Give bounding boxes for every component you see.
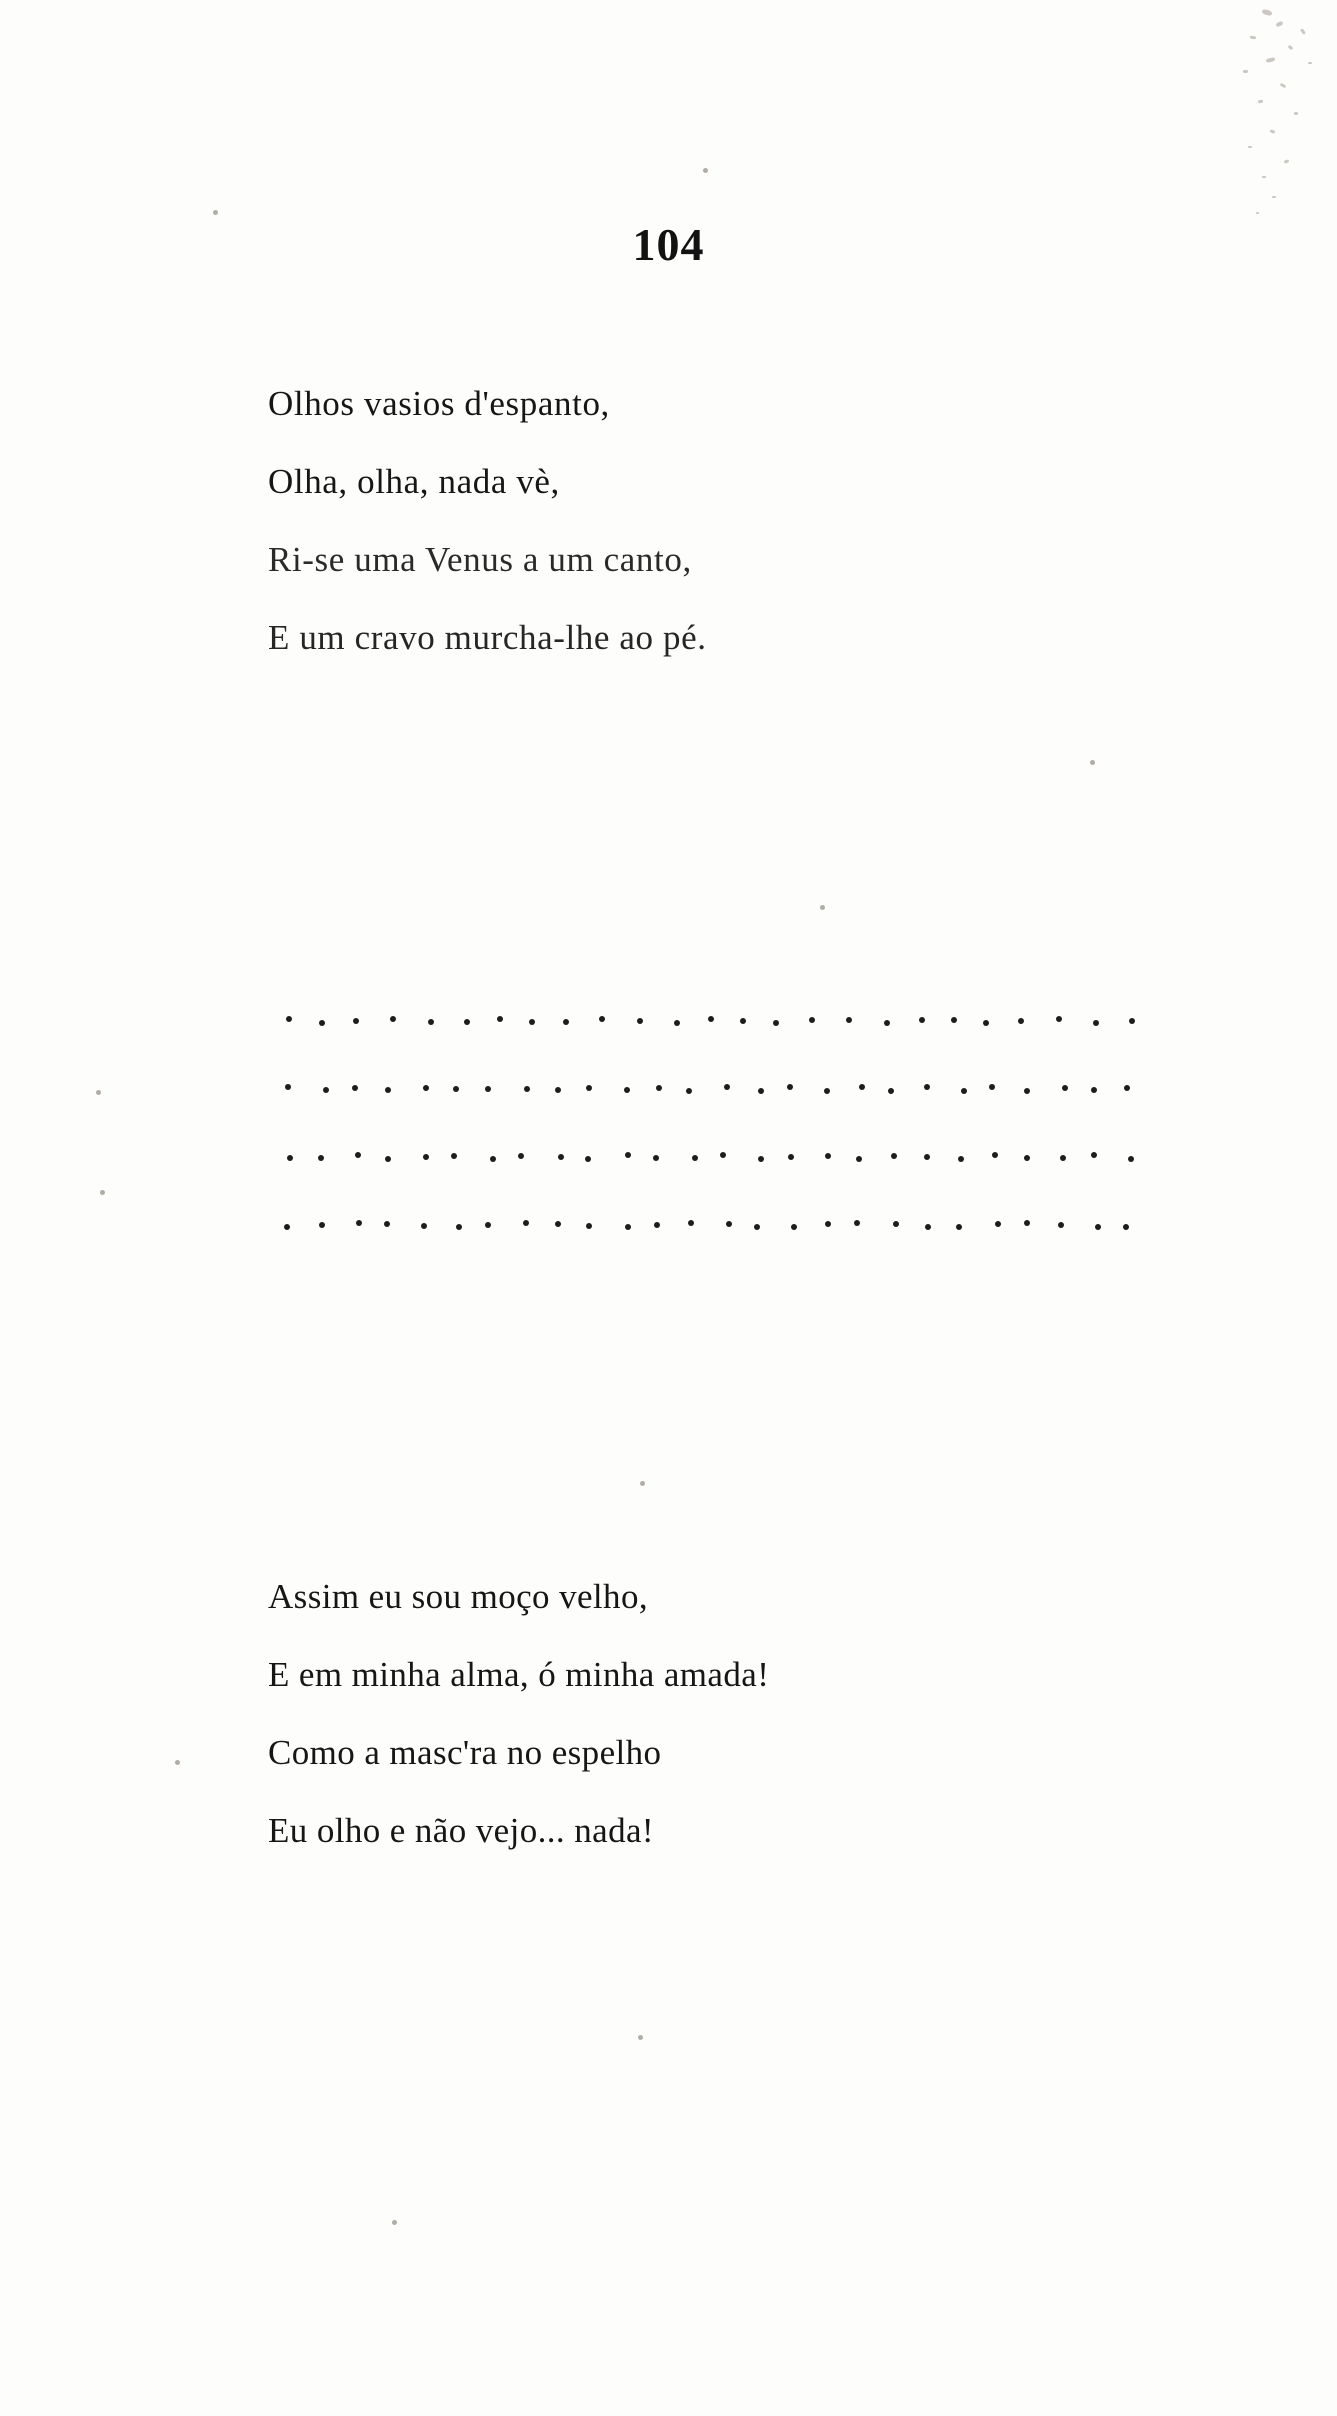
ellipsis-dot [888,1088,894,1094]
ellipsis-dot [787,1084,793,1090]
verse-line: Eu olho e não vejo... nada! [268,1811,654,1850]
ellipsis-dot [453,1086,459,1092]
ellipsis-dot [585,1156,591,1162]
ellipsis-dot [529,1019,535,1025]
ellipsis-dot [893,1221,899,1227]
ellipsis-dot [995,1221,1001,1227]
ellipsis-dot [353,1018,359,1024]
ellipsis-dot [421,1223,427,1229]
ellipsis-dot [625,1224,631,1230]
ellipsis-row [286,1068,1166,1136]
scan-speckle [1258,100,1263,104]
ellipsis-dot [809,1017,815,1023]
ellipsis-dot [1024,1155,1030,1161]
ellipsis-dot [846,1017,852,1023]
scan-speckle [1272,196,1276,198]
ellipsis-dot [720,1152,726,1158]
scan-dust [640,1481,645,1486]
verse-line: E um cravo murcha-lhe ao pé. [268,618,707,657]
scan-dust [392,2220,397,2225]
ellipsis-dot [1124,1085,1130,1091]
ellipsis-dot [856,1156,862,1162]
ellipsis-dot [824,1088,830,1094]
ellipsis-dot [586,1223,592,1229]
ellipsis-dot [724,1084,730,1090]
scan-dust [213,210,218,215]
ellipsis-dot [773,1020,779,1026]
ellipsis-dot [285,1084,291,1090]
ellipsis-dot [284,1224,290,1230]
scan-speckle [1275,21,1283,28]
ellipsis-dot [788,1154,794,1160]
ellipsis-dot [624,1087,630,1093]
ellipsis-dot [924,1154,930,1160]
ellipsis-dot [989,1084,995,1090]
ellipsis-dot [318,1155,324,1161]
ellipsis-dot [625,1152,631,1158]
ellipsis-dot [1060,1155,1066,1161]
page-number: 104 [632,219,705,270]
ellipsis-dot [423,1085,429,1091]
ellipsis-dot [825,1221,831,1227]
ellipsis-dot [319,1222,325,1228]
ellipsis-dot [355,1152,361,1158]
scan-speckle [1256,212,1259,214]
scan-dust [820,905,825,910]
scan-dust [100,1190,105,1195]
scan-speckle [1294,112,1298,115]
ellipsis-dot [555,1087,561,1093]
ellipsis-dot [1056,1016,1062,1022]
scan-speckle [1308,62,1312,64]
ellipsis-dot [726,1221,732,1227]
ellipsis-dot [656,1085,662,1091]
ellipsis-dot [286,1016,292,1022]
ellipsis-separator [286,1000,1166,1272]
ellipsis-dot [1129,1018,1135,1024]
ellipsis-dot [497,1016,503,1022]
ellipsis-dot [599,1016,605,1022]
ellipsis-dot [686,1088,692,1094]
scan-speckle [1243,70,1248,73]
ellipsis-dot [825,1153,831,1159]
verse-line: Ri-se uma Venus a um canto, [268,540,692,579]
ellipsis-dot [518,1153,524,1159]
ellipsis-dot [961,1088,967,1094]
stanza-second [268,1558,769,1870]
ellipsis-dot [555,1221,561,1227]
scan-speckle [1248,146,1252,148]
ellipsis-dot [563,1019,569,1025]
ellipsis-dot [1024,1220,1030,1226]
ellipsis-dot [524,1086,530,1092]
ellipsis-dot [423,1154,429,1160]
ellipsis-dot [428,1019,434,1025]
scan-dust [638,2035,643,2040]
scan-dust [1090,760,1095,765]
ellipsis-row [286,1136,1166,1204]
ellipsis-dot [919,1017,925,1023]
ellipsis-dot [924,1084,930,1090]
scan-speckle [1284,159,1290,164]
scan-speckle [1288,45,1294,51]
scan-speckle [1250,36,1256,40]
ellipsis-dot [319,1020,325,1026]
ellipsis-dot [1018,1018,1024,1024]
ellipsis-row [286,1204,1166,1272]
ellipsis-row [286,1000,1166,1068]
ellipsis-dot [390,1016,396,1022]
scan-speckle [1266,57,1276,63]
verse-line: Como a masc'ra no espelho [268,1733,662,1772]
ellipsis-dot [485,1222,491,1228]
scan-speckle [1262,176,1266,178]
ellipsis-dot [523,1220,529,1226]
ellipsis-dot [859,1084,865,1090]
ellipsis-dot [485,1086,491,1092]
ellipsis-dot [384,1221,390,1227]
ellipsis-dot [654,1222,660,1228]
ellipsis-dot [758,1088,764,1094]
verse-line: Assim eu sou moço velho, [268,1577,648,1616]
verse-line: Olha, olha, nada vè, [268,462,560,501]
ellipsis-dot [451,1153,457,1159]
verse-line: Olhos vasios d'espanto, [268,384,610,423]
ellipsis-dot [1024,1088,1030,1094]
ellipsis-dot [983,1020,989,1026]
ellipsis-dot [708,1016,714,1022]
scan-dust [703,168,708,173]
ellipsis-dot [692,1155,698,1161]
ellipsis-dot [1123,1224,1129,1230]
ellipsis-dot [456,1224,462,1230]
ellipsis-dot [891,1153,897,1159]
ellipsis-dot [352,1085,358,1091]
ellipsis-dot [958,1156,964,1162]
ellipsis-dot [688,1220,694,1226]
ellipsis-dot [323,1087,329,1093]
ellipsis-dot [791,1224,797,1230]
ellipsis-dot [956,1224,962,1230]
scan-speckle [1280,83,1287,89]
ellipsis-dot [637,1018,643,1024]
ellipsis-dot [1093,1020,1099,1026]
ellipsis-dot [1128,1156,1134,1162]
verse-line: E em minha alma, ó minha amada! [268,1655,770,1694]
ellipsis-dot [754,1224,760,1230]
scan-speckle [1270,129,1276,134]
ellipsis-dot [356,1220,362,1226]
ellipsis-dot [558,1154,564,1160]
ellipsis-dot [884,1020,890,1026]
ellipsis-dot [653,1155,659,1161]
ellipsis-dot [951,1017,957,1023]
ellipsis-dot [385,1156,391,1162]
ellipsis-dot [385,1087,391,1093]
ellipsis-dot [1058,1222,1064,1228]
scan-dust [175,1760,180,1765]
ellipsis-dot [758,1156,764,1162]
ellipsis-dot [925,1224,931,1230]
scan-dust [96,1090,101,1095]
ellipsis-dot [586,1085,592,1091]
ellipsis-dot [490,1156,496,1162]
ellipsis-dot [464,1019,470,1025]
ellipsis-dot [1091,1152,1097,1158]
scan-speckle [1300,28,1306,35]
stanza-first [268,365,707,677]
ellipsis-dot [740,1018,746,1024]
ellipsis-dot [1062,1085,1068,1091]
ellipsis-dot [1091,1087,1097,1093]
ellipsis-dot [287,1155,293,1161]
ellipsis-dot [992,1152,998,1158]
ellipsis-dot [854,1220,860,1226]
ellipsis-dot [1095,1224,1101,1230]
scan-speckle [1261,9,1272,17]
ellipsis-dot [674,1020,680,1026]
